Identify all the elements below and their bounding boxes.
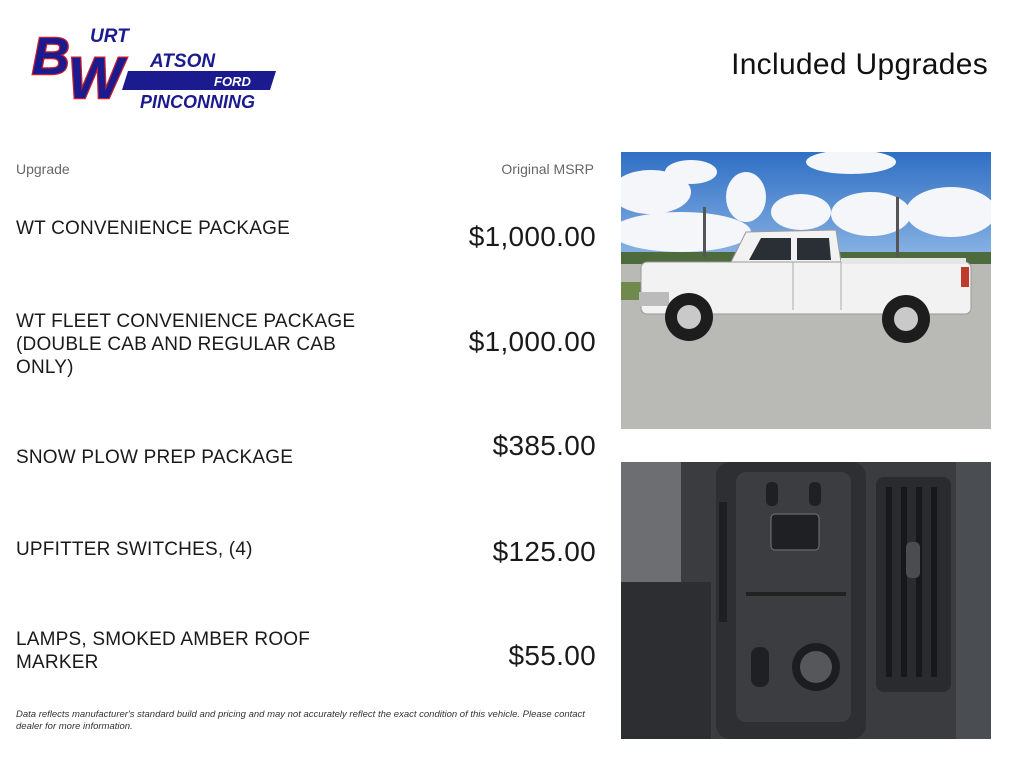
msrp-column-header: Original MSRP	[501, 161, 594, 177]
upgrade-price: $55.00	[508, 640, 596, 671]
logo-line-pinconning: PINCONNING	[140, 92, 256, 112]
upgrade-name: WT FLEET CONVENIENCE PACKAGE (DOUBLE CAB AND REGULAR CAB ONLY)	[16, 311, 356, 378]
upgrade-price: $1,000.00	[468, 221, 596, 252]
logo-line-urt: URT	[90, 26, 129, 47]
upgrade-column-header: Upgrade	[16, 161, 70, 177]
upgrade-price: $125.00	[492, 536, 596, 567]
upgrade-name: SNOW PLOW PREP PACKAGE	[16, 447, 294, 468]
upgrade-price: $385.00	[492, 430, 596, 461]
logo-line-ford: FORD	[214, 74, 251, 89]
svg-text:W: W	[68, 46, 123, 111]
upgrade-name: LAMPS, SMOKED AMBER ROOF MARKER	[16, 629, 311, 673]
page-title: Included Upgrades	[731, 48, 988, 81]
logo-line-atson: ATSON	[150, 51, 216, 72]
upfitter-switches-photo	[621, 462, 991, 739]
dealer-logo	[30, 20, 280, 115]
truck-photo	[621, 152, 991, 429]
upgrade-name: WT CONVENIENCE PACKAGE	[16, 218, 290, 239]
disclaimer: Data reflects manufacturer's standard build and pricing and may not accurately reflect the exact condition of this vehicle. Please contact dealer for more information.	[16, 709, 585, 732]
svg-text:B: B	[32, 28, 70, 86]
upgrade-name: UPFITTER SWITCHES, (4)	[16, 539, 253, 560]
upgrade-price: $1,000.00	[468, 326, 596, 357]
